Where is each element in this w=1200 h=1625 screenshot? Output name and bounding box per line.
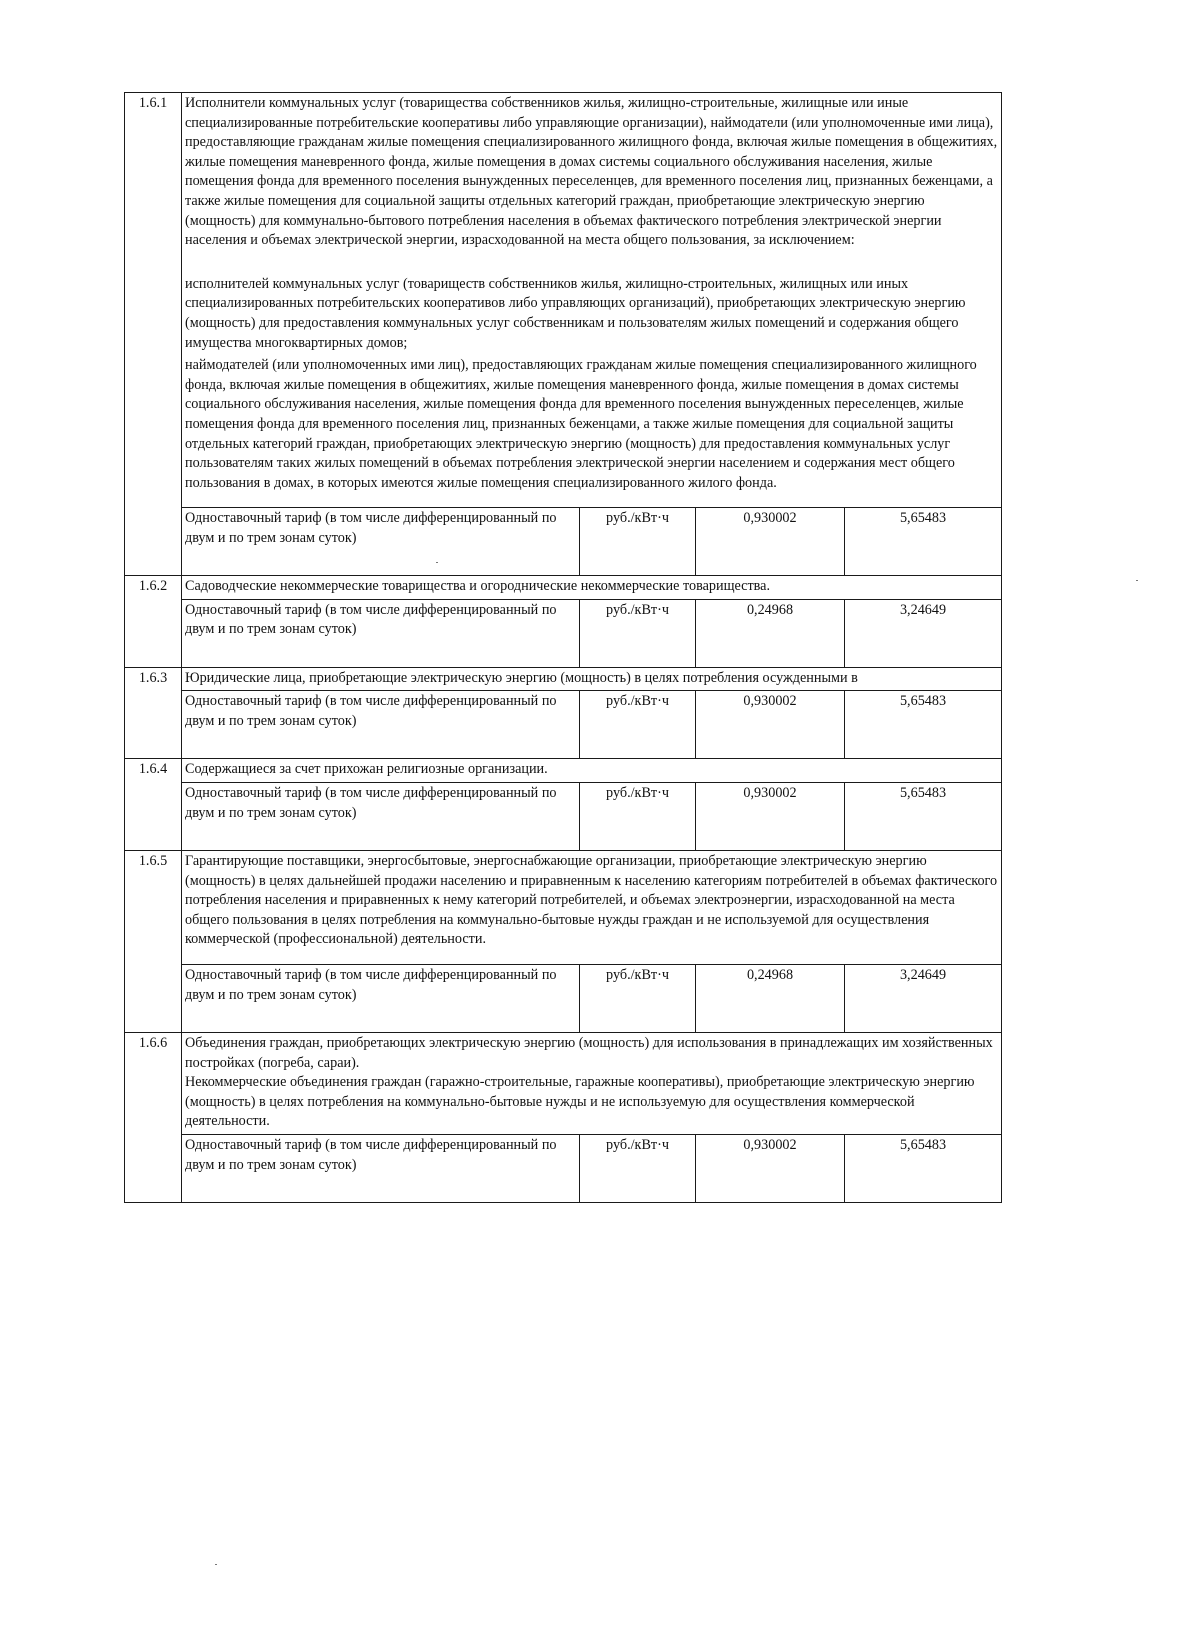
tariff-value-2: 3,24649 bbox=[845, 965, 1002, 1033]
tariff-row bbox=[125, 965, 1002, 1033]
tariff-unit: руб./кВт·ч bbox=[580, 508, 696, 576]
section-number: 1.6.5 bbox=[125, 851, 182, 1033]
tariff-row bbox=[125, 691, 1002, 759]
section-number: 1.6.6 bbox=[125, 1033, 182, 1203]
tariff-row bbox=[125, 599, 1002, 667]
section-description bbox=[182, 1033, 1002, 1135]
tariff-table bbox=[124, 92, 1002, 1203]
tariff-label: Одноставочный тариф (в том числе дифференцированный по двум и по трем зонам суток) bbox=[182, 965, 580, 1033]
section-paragraph: наймодателей (или уполномоченных ими лиц), предоставляющих гражданам жилые помещения специализированного жилищного фонда, включая жилые помещения в общежитиях, жилые помещения маневренного фонда, жилые помещения в домах системы социального обслуживания населения, жилые помещения фонда для временного поселения вынужденных переселенцев, жилые помещения фонда для временного поселения лиц, признанных беженцами, а также жилые помещения для социальной защиты отдельных категорий граждан, приобретающих электрическую энергию (мощность) для предоставления коммунальных услуг пользователям таких жилых помещений в объемах потребления электрической энергии населением и содержания мест общего пользования в домах, в которых имеются жилые помещения специализированного жилого фонда. bbox=[185, 357, 977, 491]
tariff-value-1: 0,930002 bbox=[696, 1135, 845, 1203]
tariff-label: Одноставочный тариф (в том числе дифференцированный по двум и по трем зонам суток) bbox=[182, 599, 580, 667]
tariff-unit: руб./кВт·ч bbox=[580, 965, 696, 1033]
scan-speck bbox=[436, 562, 438, 563]
scan-speck bbox=[1136, 580, 1138, 581]
tariff-label: Одноставочный тариф (в том числе дифференцированный по двум и по трем зонам суток) bbox=[182, 508, 580, 576]
section-description bbox=[182, 576, 1002, 600]
tariff-value-2: 5,65483 bbox=[845, 1135, 1002, 1203]
section-description bbox=[182, 759, 1002, 783]
tariff-value-2: 3,24649 bbox=[845, 599, 1002, 667]
section-description bbox=[182, 667, 1002, 691]
tariff-value-1: 0,24968 bbox=[696, 965, 845, 1033]
tariff-value-1: 0,24968 bbox=[696, 599, 845, 667]
tariff-row bbox=[125, 508, 1002, 576]
tariff-unit: руб./кВт·ч bbox=[580, 599, 696, 667]
tariff-value-1: 0,930002 bbox=[696, 508, 845, 576]
tariff-value-2: 5,65483 bbox=[845, 691, 1002, 759]
section-description bbox=[182, 851, 1002, 965]
tariff-label: Одноставочный тариф (в том числе дифференцированный по двум и по трем зонам суток) bbox=[182, 691, 580, 759]
section-row bbox=[125, 93, 1002, 508]
section-number: 1.6.1 bbox=[125, 93, 182, 576]
scan-speck bbox=[215, 1564, 217, 1565]
section-row bbox=[125, 1033, 1002, 1135]
tariff-row bbox=[125, 783, 1002, 851]
section-row bbox=[125, 759, 1002, 783]
section-paragraph: Содержащиеся за счет прихожан религиозные организации. bbox=[185, 761, 548, 778]
tariff-value-2: 5,65483 bbox=[845, 783, 1002, 851]
tariff-label: Одноставочный тариф (в том числе дифференцированный по двум и по трем зонам суток) bbox=[182, 1135, 580, 1203]
section-number: 1.6.2 bbox=[125, 576, 182, 668]
section-description bbox=[182, 93, 1002, 508]
tariff-row bbox=[125, 1135, 1002, 1203]
section-row bbox=[125, 576, 1002, 600]
section-paragraph: исполнителей коммунальных услуг (товариществ собственников жилья, жилищно-строительных, жилищных или иных специализированных потребительских кооперативов либо управляющих организаций), приобретающих электрическую энергию (мощность) для предоставления коммунальных услуг собственникам и пользователям жилых помещений и содержания общего имущества многоквартирных домов; bbox=[185, 275, 966, 351]
section-number: 1.6.4 bbox=[125, 759, 182, 851]
section-paragraph: Некоммерческие объединения граждан (гаражно-строительные, гаражные кооперативы), приобретающие электрическую энергию (мощность) в целях потребления на коммунально-бытовые нужды и не используемую для осуществления коммерческой деятельности. bbox=[185, 1074, 975, 1130]
tariff-value-1: 0,930002 bbox=[696, 691, 845, 759]
tariff-label: Одноставочный тариф (в том числе дифференцированный по двум и по трем зонам суток) bbox=[182, 783, 580, 851]
section-paragraph: Объединения граждан, приобретающих электрическую энергию (мощность) для использования в принадлежащих им хозяйственных постройках (погреба, сараи). bbox=[185, 1035, 993, 1071]
tariff-unit: руб./кВт·ч bbox=[580, 691, 696, 759]
section-paragraph: Исполнители коммунальных услуг (товарищества собственников жилья, жилищно-строительные, жилищные или иные специализированные потребительские кооперативы либо управляющие организации), наймодатели (или уполномоченные ими лица), предоставляющие гражданам жилые помещения специализированного жилищного фонда, включая жилые помещения в общежитиях, жилые помещения маневренного фонда, жилые помещения в домах системы социального обслуживания населения, жилые помещения фонда для временного поселения вынужденных переселенцев, для временного поселения лиц, признанных беженцами, а также жилые помещения для социальной защиты отдельных категорий граждан, приобретающие электрическую энергию (мощность) для коммунально-бытового потребления населения в объемах фактического потребления электрической энергии населения и объемах электрической энергии, израсходованной на места общего пользования, за исключением: bbox=[185, 95, 998, 249]
section-paragraph: Садоводческие некоммерческие товарищества и огороднические некоммерческие товарищества. bbox=[185, 578, 771, 595]
tariff-value-2: 5,65483 bbox=[845, 508, 1002, 576]
tariff-unit: руб./кВт·ч bbox=[580, 783, 696, 851]
section-row bbox=[125, 851, 1002, 965]
section-paragraph: Юридические лица, приобретающие электрическую энергию (мощность) в целях потребления осужденными в bbox=[185, 669, 858, 686]
tariff-value-1: 0,930002 bbox=[696, 783, 845, 851]
tariff-unit: руб./кВт·ч bbox=[580, 1135, 696, 1203]
section-paragraph: Гарантирующие поставщики, энергосбытовые, энергоснабжающие организации, приобретающие электрическую энергию (мощность) в целях дальнейшей продажи населению и приравненным к населению категориям потребителей в объемах фактического потребления населения и приравненных к нему категорий потребителей, и объемах электроэнергии, израсходованной на места общего пользования в целях потребления на коммунально-бытовые нужды граждан и не используемой для осуществления коммерческой (профессиональной) деятельности. bbox=[185, 853, 998, 948]
section-row bbox=[125, 667, 1002, 691]
section-number: 1.6.3 bbox=[125, 667, 182, 759]
